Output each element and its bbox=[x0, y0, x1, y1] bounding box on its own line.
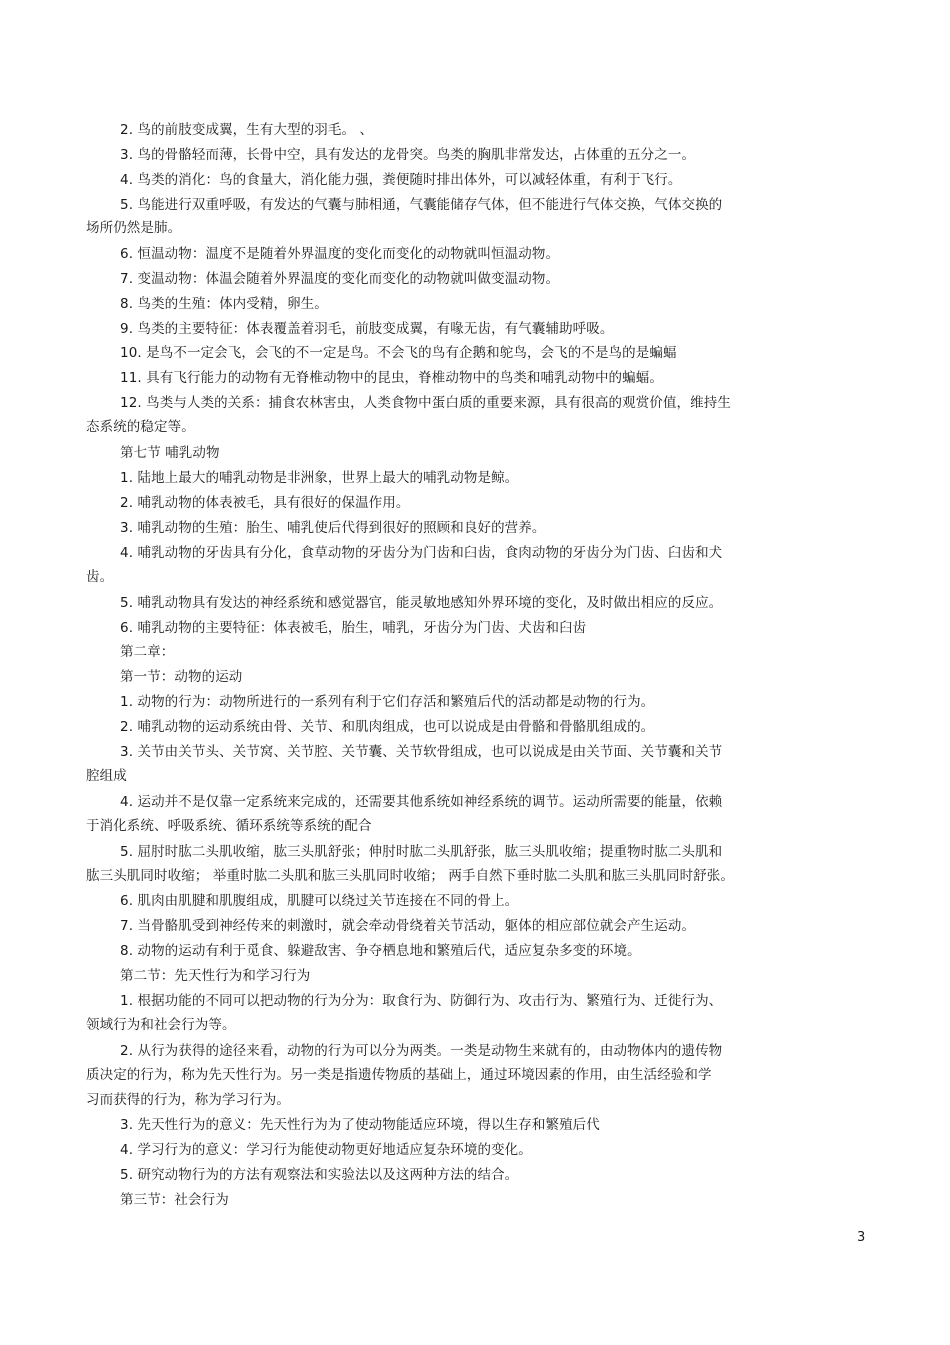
text-line: 4. 鸟类的消化：鸟的食量大，消化能力强，粪便随时排出体外，可以减轻体重，有利于飞行。 bbox=[120, 172, 682, 188]
text-line: 6. 恒温动物：温度不是随着外界温度的变化而变化的动物就叫恒温动物。 bbox=[120, 246, 560, 262]
text-line: 1. 动物的行为：动物所进行的一系列有利于它们存活和繁殖后代的活动都是动物的行为。 bbox=[120, 694, 655, 710]
text-line: 6. 肌肉由肌腱和肌腹组成，肌腱可以绕过关节连接在不同的骨上。 bbox=[120, 893, 519, 909]
text-line: 11. 具有飞行能力的动物有无脊椎动物中的昆虫，脊椎动物中的鸟类和哺乳动物中的蝙蝠。 bbox=[120, 370, 663, 386]
text-line: 1. 根据功能的不同可以把动物的行为分为：取食行为、防御行为、攻击行为、繁殖行为、迁徙行为、 bbox=[120, 993, 723, 1009]
chapter-heading: 第二章： bbox=[120, 644, 175, 660]
text-line: 4. 运动并不是仅靠一定系统来完成的，还需要其他系统如神经系统的调节。运动所需要的能量，依赖 bbox=[120, 794, 723, 810]
section-heading: 第一节：动物的运动 bbox=[120, 669, 243, 685]
text-line: 于消化系统、呼吸系统、循环系统等系统的配合 bbox=[86, 818, 372, 834]
section-heading: 第二节：先天性行为和学习行为 bbox=[120, 968, 311, 984]
text-line: 习而获得的行为，称为学习行为。 bbox=[86, 1092, 290, 1108]
text-line: 5. 鸟能进行双重呼吸，有发达的气囊与肺相通，气囊能储存气体，但不能进行气体交换，气体交换的 bbox=[120, 197, 723, 213]
text-line: 2. 哺乳动物的体表被毛，具有很好的保温作用。 bbox=[120, 495, 410, 511]
text-line: 态系统的稳定等。 bbox=[86, 419, 195, 435]
text-line: 1. 陆地上最大的哺乳动物是非洲象，世界上最大的哺乳动物是鲸。 bbox=[120, 470, 519, 486]
page-number: 3 bbox=[857, 1230, 866, 1245]
text-line: 4. 哺乳动物的牙齿具有分化，食草动物的牙齿分为门齿和臼齿，食肉动物的牙齿分为门齿、臼齿和犬 bbox=[120, 545, 723, 561]
text-line: 12. 鸟类与人类的关系：捕食农林害虫，人类食物中蛋白质的重要来源，具有很高的观赏价值，维持生 bbox=[120, 395, 731, 411]
text-line: 4. 学习行为的意义：学习行为能使动物更好地适应复杂环境的变化。 bbox=[120, 1142, 532, 1158]
text-line: 8. 鸟类的生殖：体内受精，卵生。 bbox=[120, 296, 328, 312]
text-line: 9. 鸟类的主要特征：体表覆盖着羽毛，前肢变成翼，有喙无齿，有气囊辅助呼吸。 bbox=[120, 321, 614, 337]
text-line: 3. 哺乳动物的生殖：胎生、哺乳使后代得到很好的照顾和良好的营养。 bbox=[120, 520, 546, 536]
text-line: 3. 鸟的骨骼轻而薄，长骨中空，具有发达的龙骨突。鸟类的胸肌非常发达，占体重的五分之一。 bbox=[120, 147, 696, 163]
text-line: 2. 鸟的前肢变成翼，生有大型的羽毛。 、 bbox=[120, 122, 374, 138]
text-line: 5. 研究动物行为的方法有观察法和实验法以及这两种方法的结合。 bbox=[120, 1167, 519, 1183]
text-line: 腔组成 bbox=[86, 768, 127, 784]
text-line: 5. 屈肘时肱二头肌收缩，肱三头肌舒张；伸肘时肱二头肌舒张，肱三头肌收缩；提重物时肱二头肌和 bbox=[120, 844, 723, 860]
text-line: 齿。 bbox=[86, 569, 114, 585]
text-line: 3. 先天性行为的意义：先天性行为为了使动物能适应环境，得以生存和繁殖后代 bbox=[120, 1117, 600, 1133]
text-line: 肱三头肌同时收缩； 举重时肱二头肌和肱三头肌同时收缩； 两手自然下垂时肱二头肌和肱三头肌同时舒张。 bbox=[86, 868, 734, 884]
text-line: 5. 哺乳动物具有发达的神经系统和感觉器官，能灵敏地感知外界环境的变化，及时做出相应的反应。 bbox=[120, 595, 723, 611]
text-line: 7. 当骨骼肌受到神经传来的刺激时，就会牵动骨绕着关节活动，躯体的相应部位就会产生运动。 bbox=[120, 918, 696, 934]
text-line: 8. 动物的运动有利于觅食、躲避敌害、争夺栖息地和繁殖后代，适应复杂多变的环境。 bbox=[120, 943, 641, 959]
text-line: 6. 哺乳动物的主要特征：体表被毛，胎生，哺乳，牙齿分为门齿、犬齿和臼齿 bbox=[120, 620, 587, 636]
text-line: 场所仍然是肺。 bbox=[86, 220, 182, 236]
text-line: 7. 变温动物：体温会随着外界温度的变化而变化的动物就叫做变温动物。 bbox=[120, 271, 560, 287]
text-line: 领域行为和社会行为等。 bbox=[86, 1017, 236, 1033]
text-line: 10. 是鸟不一定会飞，会飞的不一定是鸟。不会飞的鸟有企鹅和鸵鸟，会飞的不是鸟的是蝙蝠 bbox=[120, 345, 677, 361]
text-line: 2. 哺乳动物的运动系统由骨、关节、和肌肉组成，也可以说成是由骨骼和骨骼肌组成的。 bbox=[120, 719, 655, 735]
section-heading: 第三节：社会行为 bbox=[120, 1192, 229, 1208]
text-line: 3. 关节由关节头、关节窝、关节腔、关节囊、关节软骨组成，也可以说成是由关节面、关节囊和关节 bbox=[120, 744, 723, 760]
section-heading: 第七节 哺乳动物 bbox=[120, 445, 220, 461]
text-line: 2. 从行为获得的途径来看，动物的行为可以分为两类。一类是动物生来就有的，由动物体内的遗传物 bbox=[120, 1043, 723, 1059]
text-line: 质决定的行为，称为先天性行为。另一类是指遗传物质的基础上，通过环境因素的作用，由生活经验和学 bbox=[86, 1067, 712, 1083]
